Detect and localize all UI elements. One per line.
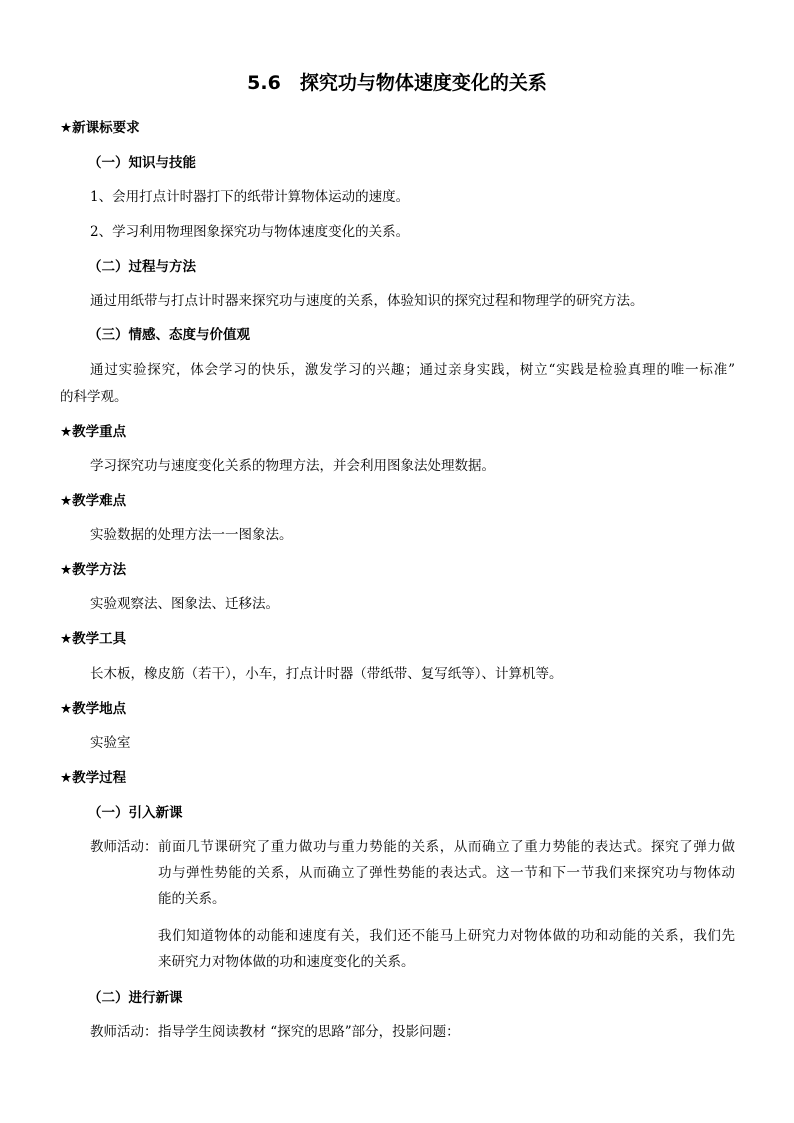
intro-line-2: 功与弹性势能的关系，从而确立了弹性势能的表达式。这一节和下一节我们来探究功与物体动 xyxy=(158,865,735,881)
location-text: 实验室 xyxy=(90,735,131,751)
section-heading-methods: ★教学方法 xyxy=(60,562,127,578)
section-heading-difficulty: ★教学难点 xyxy=(60,493,127,509)
page-title: 5.6 探究功与物体速度变化的关系 xyxy=(247,72,547,94)
intro-teacher-label: 教师活动： xyxy=(90,839,158,855)
intro-line-1: 前面几节课研究了重力做功与重力势能的关系，从而确立了重力势能的表达式。探究了弹力做 xyxy=(158,839,735,855)
intro-line-3: 能的关系。 xyxy=(158,891,226,907)
methods-text: 实验观察法、图象法、迁移法。 xyxy=(90,596,279,612)
new-lesson-text: 指导学生阅读教材 “探究的思路”部分，投影问题： xyxy=(158,1024,460,1040)
difficulty-text: 实验数据的处理方法一一图象法。 xyxy=(90,527,293,543)
key-point-text: 学习探究功与速度变化关系的物理方法，并会利用图象法处理数据。 xyxy=(90,458,495,474)
new-lesson-teacher-label: 教师活动： xyxy=(90,1024,158,1040)
section-heading-procedure: ★教学过程 xyxy=(60,770,127,786)
knowledge-item-1: 1、会用打点计时器打下的纸带计算物体运动的速度。 xyxy=(90,189,410,205)
intro-para2-line-1: 我们知道物体的动能和速度有关，我们还不能马上研究力对物体做的功和动能的关系，我们先 xyxy=(158,928,735,944)
section-heading-location: ★教学地点 xyxy=(60,701,127,717)
subheading-new-lesson: （二）进行新课 xyxy=(88,990,183,1006)
emotion-text-line-2: 的科学观。 xyxy=(60,389,128,405)
knowledge-item-2: 2、学习利用物理图象探究功与物体速度变化的关系。 xyxy=(90,224,410,240)
subheading-knowledge: （一）知识与技能 xyxy=(88,155,196,171)
section-heading-tools: ★教学工具 xyxy=(60,631,127,647)
emotion-text-line-1: 通过实验探究，体会学习的快乐，激发学习的兴趣；通过亲身实践，树立“实践是检验真理的唯一标准” xyxy=(90,362,735,378)
section-heading-standards: ★新课标要求 xyxy=(60,120,140,136)
subheading-method: （二）过程与方法 xyxy=(88,259,196,275)
section-heading-key-point: ★教学重点 xyxy=(60,424,127,440)
subheading-emotion: （三）情感、态度与价值观 xyxy=(88,327,250,343)
subheading-intro: （一）引入新课 xyxy=(88,805,183,821)
intro-para2-line-2: 来研究力对物体做的功和速度变化的关系。 xyxy=(158,954,415,970)
tools-text: 长木板，橡皮筋（若干），小车，打点计时器（带纸带、复写纸等）、计算机等。 xyxy=(90,666,563,682)
method-text: 通过用纸带与打点计时器来探究功与速度的关系，体验知识的探究过程和物理学的研究方法。 xyxy=(90,293,644,309)
